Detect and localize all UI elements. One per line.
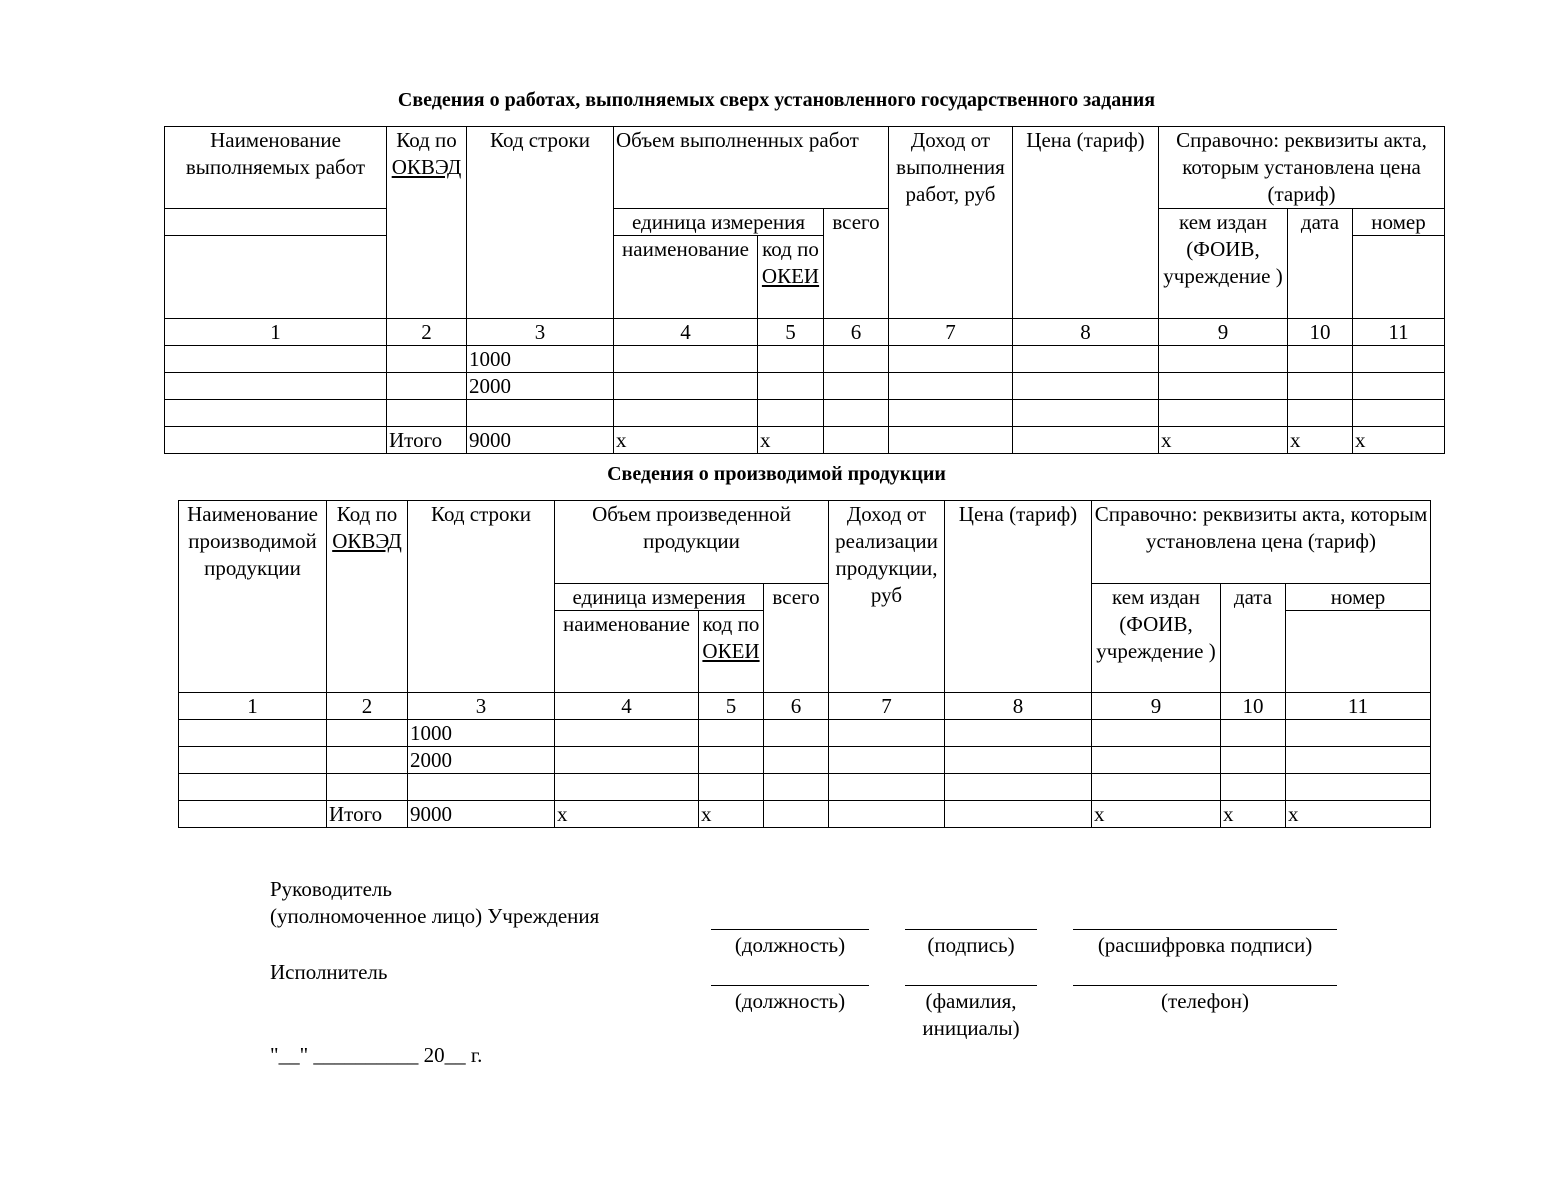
column-number: 3 (407, 692, 555, 720)
t1-header-volume: Объем выполненных работ (613, 126, 889, 209)
t2-header-unit-name: наименование (554, 610, 699, 693)
t1-header-issued: кем издан (ФОИВ, учреждение ) (1158, 208, 1288, 319)
t2-header-number: номер (1285, 583, 1431, 611)
t2-header-ref: Справочно: реквизиты акта, которым установлена цена (тариф) (1091, 500, 1431, 584)
table-cell (178, 719, 327, 747)
total-x-mark: x (613, 426, 758, 454)
table-cell (1220, 773, 1286, 801)
position-line (711, 929, 869, 930)
table-cell (763, 746, 829, 774)
column-number: 10 (1287, 318, 1353, 346)
table-cell (386, 345, 467, 373)
row-code (407, 773, 555, 801)
t1-header-name-sub (164, 208, 387, 236)
table-cell (763, 773, 829, 801)
t2-okei-b: ОКЕИ (702, 639, 760, 663)
head-label-1: Руководитель (270, 877, 392, 901)
table-cell (1352, 399, 1445, 427)
signature-decode-caption: (расшифровка подписи) (1097, 933, 1313, 957)
phone-line (1073, 985, 1337, 986)
table-cell (1287, 372, 1353, 400)
table-cell (613, 372, 758, 400)
row-code: 2000 (407, 746, 555, 774)
total-x-mark: x (1091, 800, 1221, 828)
column-number: 1 (178, 692, 327, 720)
table-cell (698, 773, 764, 801)
table-cell (1158, 345, 1288, 373)
table-cell (823, 426, 889, 454)
table-cell (698, 746, 764, 774)
t1-okved-a: Код по (396, 128, 457, 152)
table-cell (757, 345, 824, 373)
total-label: Итого (326, 800, 408, 828)
signature-caption: (подпись) (927, 933, 1015, 957)
t2-header-income: Доход от реализации продукции, руб (828, 500, 945, 693)
t1-okei-a: код по (762, 237, 819, 261)
table-cell (1285, 746, 1431, 774)
table-cell (757, 399, 824, 427)
total-x-mark: x (1287, 426, 1353, 454)
total-x-mark: x (1158, 426, 1288, 454)
column-number: 1 (164, 318, 387, 346)
table-cell (164, 345, 387, 373)
total-x-mark: x (1285, 800, 1431, 828)
position2-line (711, 985, 869, 986)
column-number: 5 (757, 318, 824, 346)
t2-header-price: Цена (тариф) (944, 500, 1092, 693)
phone-caption: (телефон) (1161, 989, 1249, 1013)
table-cell (1091, 746, 1221, 774)
t2-header-date: дата (1220, 583, 1286, 693)
table-cell (613, 399, 758, 427)
table-cell (888, 345, 1013, 373)
total-code: 9000 (407, 800, 555, 828)
table-cell (554, 719, 699, 747)
position-caption: (должность) (734, 933, 846, 957)
t1-header-price: Цена (тариф) (1012, 126, 1159, 319)
t1-header-income: Доход от выполнения работ, руб (888, 126, 1013, 319)
table-cell (944, 800, 1092, 828)
table-cell (1220, 719, 1286, 747)
t1-header-unit: единица измерения (613, 208, 824, 236)
t1-header-number: номер (1352, 208, 1445, 236)
table-cell (1091, 773, 1221, 801)
table-cell (326, 773, 408, 801)
table2-title: Сведения о производимой продукции (607, 463, 946, 485)
total-x-mark: x (554, 800, 699, 828)
signature-decode-line (1073, 929, 1337, 930)
t2-header-number-sub (1285, 610, 1431, 693)
column-number: 7 (888, 318, 1013, 346)
table-cell (1287, 345, 1353, 373)
table-cell (164, 399, 387, 427)
table-cell (1287, 399, 1353, 427)
column-number: 9 (1158, 318, 1288, 346)
table-cell (828, 746, 945, 774)
column-number: 8 (1012, 318, 1159, 346)
table-cell (888, 372, 1013, 400)
column-number: 6 (823, 318, 889, 346)
t2-header-volume: Объем произведенной продукции (554, 500, 829, 584)
table-cell (386, 372, 467, 400)
total-x-mark: x (757, 426, 824, 454)
surname-caption: (фамилия, инициалы) (922, 989, 1020, 1040)
table-cell (823, 399, 889, 427)
total-x-mark: x (1352, 426, 1445, 454)
t2-header-code: Код строки (407, 500, 555, 693)
table-cell (1158, 372, 1288, 400)
column-number: 6 (763, 692, 829, 720)
table-cell (1285, 773, 1431, 801)
table-cell (178, 746, 327, 774)
table-cell (1012, 372, 1159, 400)
t2-header-issued: кем издан (ФОИВ, учреждение ) (1091, 583, 1221, 693)
table-cell (888, 426, 1013, 454)
table-cell (326, 746, 408, 774)
t1-header-okved (386, 126, 467, 319)
t2-okei-a: код по (702, 612, 760, 636)
t2-okved-b: ОКВЭД (332, 529, 402, 553)
table-cell (944, 746, 1092, 774)
table-cell (763, 800, 829, 828)
table-cell (1091, 719, 1221, 747)
table1-title: Сведения о работах, выполняемых сверх установленного государственного задания (397, 89, 1156, 111)
t1-header-unit-name: наименование (613, 235, 758, 319)
table-cell (757, 372, 824, 400)
row-code: 2000 (466, 372, 614, 400)
table-cell (164, 426, 387, 454)
table-cell (1285, 719, 1431, 747)
table-cell (763, 719, 829, 747)
column-number: 8 (944, 692, 1092, 720)
table-cell (944, 773, 1092, 801)
row-code: 1000 (407, 719, 555, 747)
total-x-mark: x (698, 800, 764, 828)
column-number: 3 (466, 318, 614, 346)
table-cell (888, 399, 1013, 427)
row-code (466, 399, 614, 427)
table-cell (326, 719, 408, 747)
column-number: 10 (1220, 692, 1286, 720)
table-cell (823, 372, 889, 400)
column-number: 11 (1352, 318, 1445, 346)
table-cell (828, 773, 945, 801)
table-cell (1158, 399, 1288, 427)
table-cell (613, 345, 758, 373)
t2-okved-a: Код по (336, 502, 398, 526)
date-line: "__" __________ 20__ г. (270, 1043, 483, 1067)
position2-caption: (должность) (734, 989, 846, 1013)
table-cell (1012, 345, 1159, 373)
table-cell (178, 800, 327, 828)
table-cell (554, 773, 699, 801)
t1-header-code: Код строки (466, 126, 614, 319)
total-label: Итого (386, 426, 467, 454)
column-number: 4 (613, 318, 758, 346)
table-cell (178, 773, 327, 801)
t2-header-okved (326, 500, 408, 693)
t2-header-name: Наименование производимой продукции (178, 500, 327, 693)
table-cell (1352, 372, 1445, 400)
executor-label: Исполнитель (270, 960, 388, 984)
column-number: 2 (326, 692, 408, 720)
table-cell (1220, 746, 1286, 774)
t2-header-unit: единица измерения (554, 583, 764, 611)
column-number: 2 (386, 318, 467, 346)
t1-okei-b: ОКЕИ (761, 264, 820, 288)
t1-header-number-sub (1352, 235, 1445, 319)
total-code: 9000 (466, 426, 614, 454)
t1-header-name-sub2 (164, 235, 387, 319)
signature-line (905, 929, 1037, 930)
table-cell (944, 719, 1092, 747)
table-cell (1352, 345, 1445, 373)
t1-header-ref: Справочно: реквизиты акта, которым установлена цена (тариф) (1158, 126, 1445, 209)
t1-header-total: всего (823, 208, 889, 319)
t1-header-date: дата (1287, 208, 1353, 319)
table-cell (1012, 426, 1159, 454)
surname-line (905, 985, 1037, 986)
row-code: 1000 (466, 345, 614, 373)
t1-header-name: Наименование выполняемых работ (164, 126, 387, 209)
head-label-2: (уполномоченное лицо) Учреждения (270, 904, 600, 928)
column-number: 5 (698, 692, 764, 720)
table-cell (823, 345, 889, 373)
table-cell (828, 800, 945, 828)
t2-header-okei (698, 610, 764, 693)
table-cell (1012, 399, 1159, 427)
table-cell (698, 719, 764, 747)
column-number: 7 (828, 692, 945, 720)
table-cell (554, 746, 699, 774)
column-number: 4 (554, 692, 699, 720)
table-cell (164, 372, 387, 400)
t1-okved-b: ОКВЭД (391, 155, 462, 179)
total-x-mark: x (1220, 800, 1286, 828)
t1-header-okei (757, 235, 824, 319)
column-number: 9 (1091, 692, 1221, 720)
table-cell (386, 399, 467, 427)
table-cell (828, 719, 945, 747)
t2-header-total: всего (763, 583, 829, 693)
column-number: 11 (1285, 692, 1431, 720)
